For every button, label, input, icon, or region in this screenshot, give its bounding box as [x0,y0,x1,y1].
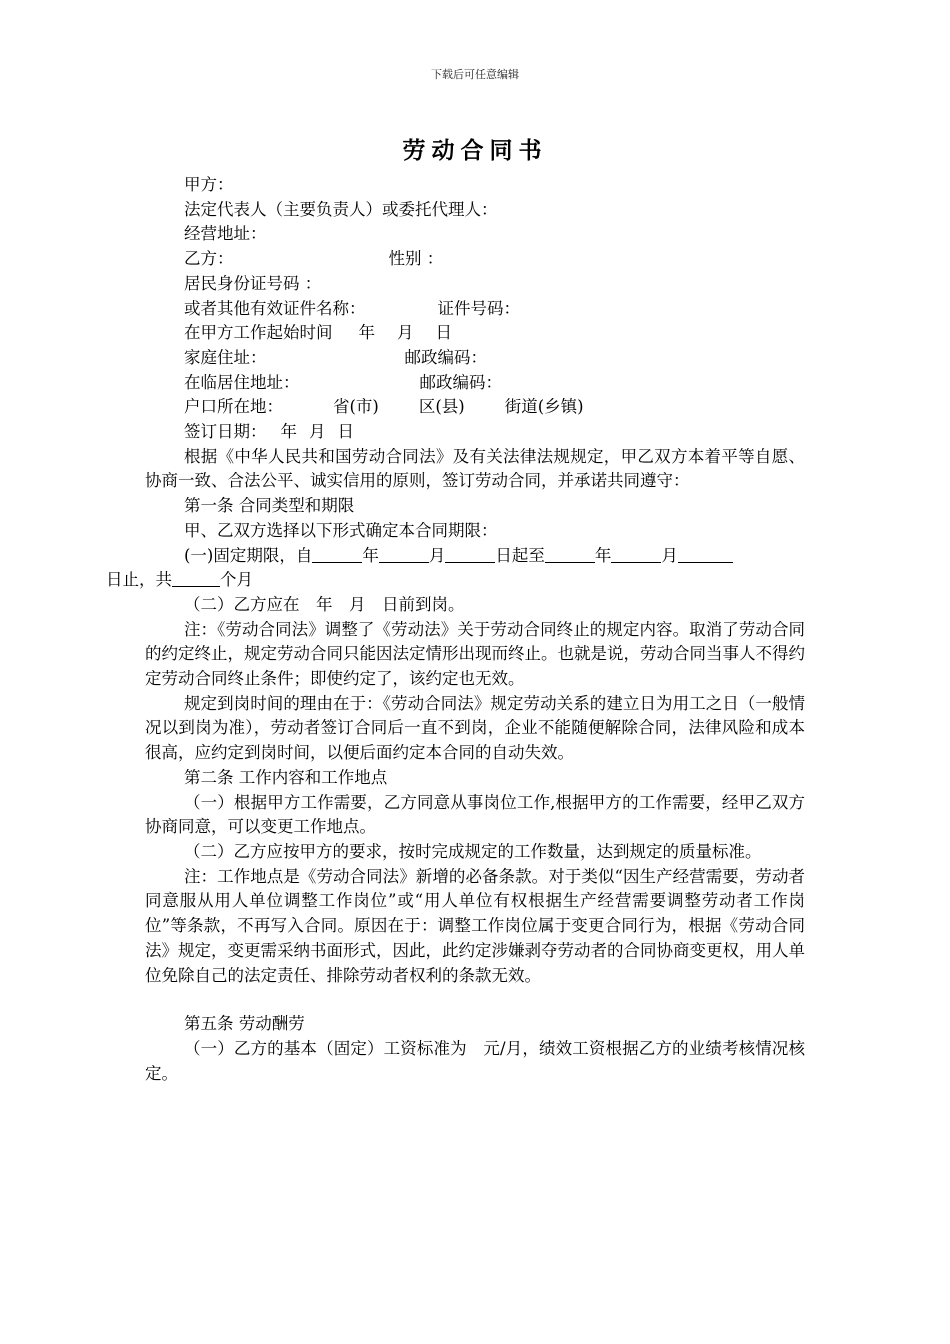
business-address-line: 经营地址： [184,224,267,244]
temp-address-label: 在临居住地址： [184,372,300,392]
id-doc-number-label: 证件号码： [437,298,520,318]
start-time-label: 在甲方工作起始时间 [184,323,333,343]
province-label: 省(市) [333,397,379,417]
article-1-intro: 甲、乙双方选择以下形式确定本合同期限： [184,520,498,540]
postcode2-label: 邮政编码： [419,372,502,392]
blank-end-day[interactable] [678,546,733,563]
blank-start-month[interactable] [379,546,429,563]
article-2-note: 注：工作地点是《劳动合同法》新增的必备条款。对于类似“因生产经营需要，劳动者同意服从用人单位调整工作岗位”或“用人单位有权根据生产经营需要调整劳动者工作岗位”等条款，不再写入合同。原因在于：调整工作岗位属于变更合同行为，根据《劳动合同法》规定，变更需采纳书面形式，因此，此约定涉嫌剥夺劳动者的合同协商变更权，用人单位免除自己的法定责任、排除劳动者权利的条款无效。 [145,866,805,985]
article-2-item-1: （一）根据甲方工作需要，乙方同意从事岗位工作,根据甲方的工作需要，经甲乙双方协商同意，可以变更工作地点。 [145,792,805,837]
sign-day: 日 [337,422,354,442]
street-label: 街道(乡镇) [504,397,584,417]
start-day: 日 [435,323,452,343]
article-1-item-2: （二）乙方应在 年 月 日前到岗。 [184,594,465,614]
postcode-label: 邮政编码： [404,347,487,367]
temp-address-line [184,371,805,396]
home-address-label: 家庭住址： [184,347,267,367]
start-month: 月 [397,323,414,343]
article-5-item-1: （一）乙方的基本（固定）工资标准为 元/月，绩效工资根据乙方的业绩考核情况核定。 [145,1038,805,1083]
id-number-line: 居民身份证号码 ： [184,273,322,293]
blank-start-day[interactable] [445,546,495,563]
district-label: 区(县) [418,397,465,417]
sign-date-line [184,420,805,445]
home-address-line [184,346,805,371]
start-time-line [184,321,805,346]
preamble-paragraph: 根据《中华人民共和国劳动合同法》及有关法律法规规定，甲乙双方本着平等自愿、协商一致、合法公平、诚实信用的原则，签订劳动合同，并承诺共同遵守： [145,446,805,491]
header-note: 下载后可任意编辑 [431,68,519,81]
blank-end-month[interactable] [611,546,661,563]
article-1-fixed-term: (一)固定期限，自 年 月 日起至 年 月 日止，共 个月 [145,544,805,593]
paragraph-gap [145,988,805,1012]
hukou-label: 户口所在地： [184,397,283,417]
article-2-title: 第二条 工作内容和工作地点 [184,767,388,787]
blank-start-year[interactable] [312,546,362,563]
sign-month: 月 [309,422,326,442]
document-title: 劳动合同书 [402,138,548,164]
gender-label: 性别 ： [388,249,444,269]
other-id-label: 或者其他有效证件名称： [184,298,366,318]
start-year: 年 [358,323,375,343]
sign-year: 年 [280,422,297,442]
article-1-title: 第一条 合同类型和期限 [184,496,355,516]
party-b-line [184,247,805,272]
article-2-item-2: （二）乙方应按甲方的要求，按时完成规定的工作数量，达到规定的质量标准。 [184,841,762,861]
blank-months[interactable] [172,570,220,587]
document-body [106,173,805,1086]
article-1-note-2: 规定到岗时间的理由在于：《劳动合同法》规定劳动关系的建立日为用工之日（一般情况以到岗为准），劳动者签订合同后一直不到岗，企业不能随便解除合同，法律风险和成本很高，应约定到岗时间，以便后面约定本合同的自动失效。 [145,693,805,763]
article-1-note-1: 注：《劳动合同法》调整了《劳动法》关于劳动合同终止的规定内容。取消了劳动合同的约定终止，规定劳动合同只能因法定情形出现而终止。也就是说，劳动合同当事人不得约定劳动合同终止条件；即使约定了，该约定也无效。 [145,619,805,689]
article-5-title: 第五条 劳动酬劳 [184,1014,305,1034]
party-b-label: 乙方： [184,249,234,269]
legal-rep-line: 法定代表人（主要负责人）或委托代理人： [184,199,498,219]
blank-end-year[interactable] [545,546,595,563]
hukou-line [184,395,805,420]
party-a-line: 甲方： [184,175,234,194]
sign-date-label: 签订日期： [184,422,267,442]
other-id-line [184,297,805,322]
